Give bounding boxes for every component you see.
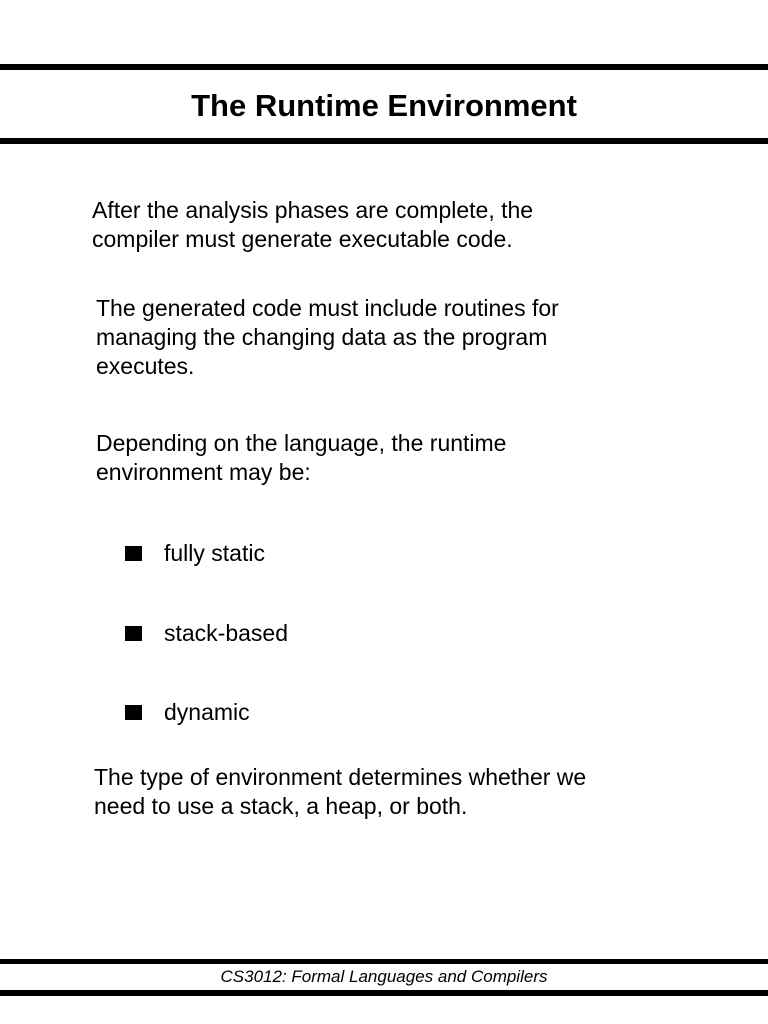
bullet-label: stack-based <box>164 619 289 646</box>
bullet-item <box>125 697 250 727</box>
footer-rule-lower <box>0 990 768 996</box>
bullet-label: fully static <box>164 539 265 566</box>
footer-rule-upper <box>0 959 768 964</box>
bullet-item <box>125 538 265 568</box>
square-bullet-icon <box>125 705 142 720</box>
top-rule-upper <box>0 64 768 70</box>
paragraph-analysis: After the analysis phases are complete, the compiler must generate executable code. <box>92 197 534 252</box>
slide-title: The Runtime Environment <box>191 88 577 123</box>
footer-course-title: CS3012: Formal Languages and Compilers <box>220 967 548 986</box>
square-bullet-icon <box>125 546 142 561</box>
square-bullet-icon <box>125 626 142 641</box>
paragraph-generated-code: The generated code must include routines for managing the changing data as the program executes. <box>96 295 559 379</box>
paragraph-closing: The type of environment determines whether we need to use a stack, a heap, or both. <box>94 764 587 819</box>
paragraph-depending: Depending on the language, the runtime environment may be: <box>96 430 507 485</box>
bullet-item <box>125 618 288 648</box>
top-rule-lower <box>0 138 768 144</box>
bullet-label: dynamic <box>164 698 250 725</box>
